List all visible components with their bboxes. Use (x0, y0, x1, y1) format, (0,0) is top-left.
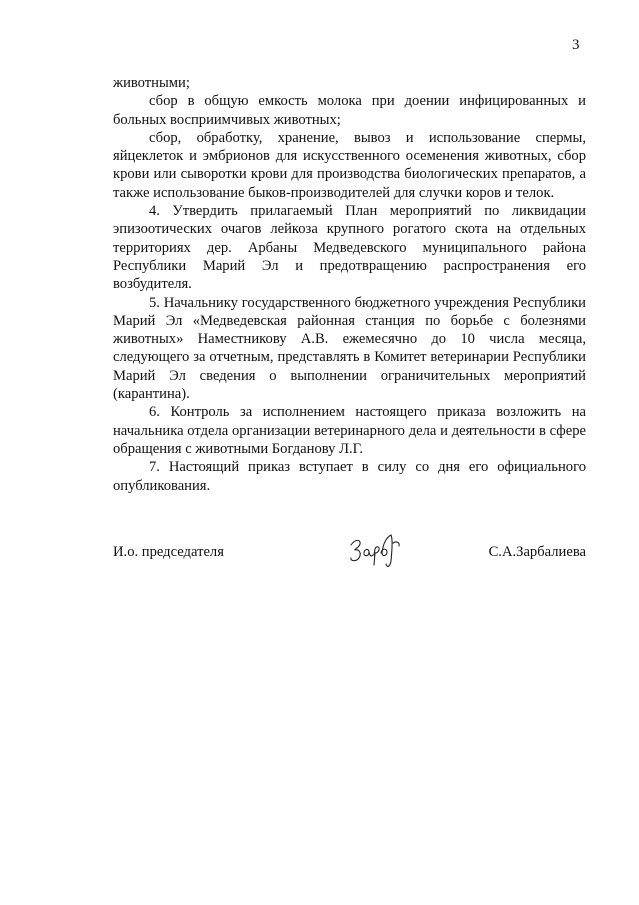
page-number: 3 (572, 37, 580, 53)
handwritten-signature (347, 531, 413, 571)
paragraph-sperm-collection: сбор, обработку, хранение, вывоз и использование спермы, яйцеклеток и эмбрионов для искусственного осеменения животных, сбор крови или сыворотки крови для производства биологических препаратов, а также использование быков-производителей для случки коров и телок. (113, 129, 586, 201)
signature-block (113, 543, 586, 573)
document-body (113, 74, 586, 495)
paragraph-item-7: 7. Настоящий приказ вступает в силу со дня его официального опубликования. (113, 459, 586, 494)
signer-name: С.А.Зарбалиева (488, 544, 586, 560)
paragraph-milk-collection: сбор в общую емкость молока при доении инфицированных и больных восприимчивых животных; (113, 93, 586, 128)
signature-drawing (347, 531, 413, 571)
paragraph-continuation: животными; (113, 75, 190, 91)
paragraph-item-6: 6. Контроль за исполнением настоящего приказа возложить на начальника отдела организации ветеринарного дела и деятельности в сфере обращения с животными Богданову Л.Г. (113, 404, 586, 457)
paragraph-item-4: 4. Утвердить прилагаемый План мероприятий по ликвидации эпизоотических очагов лейкоза крупного рогатого скота на отдельных территориях дер. Арбаны Медведевского муниципального района Республики Марий Эл и предотвращению распространения его возбудителя. (113, 203, 586, 293)
signer-title: И.о. председателя (113, 544, 224, 560)
paragraph-item-5: 5. Начальнику государственного бюджетного учреждения Республики Марий Эл «Медведевская районная станция по борьбе с болезнями животных» Наместникову А.В. ежемесячно до 10 числа месяца, следующего за отчетным, представлять в Комитет ветеринарии Республики Марий Эл сведения о выполнении ограничительных мероприятий (карантина). (113, 294, 586, 403)
